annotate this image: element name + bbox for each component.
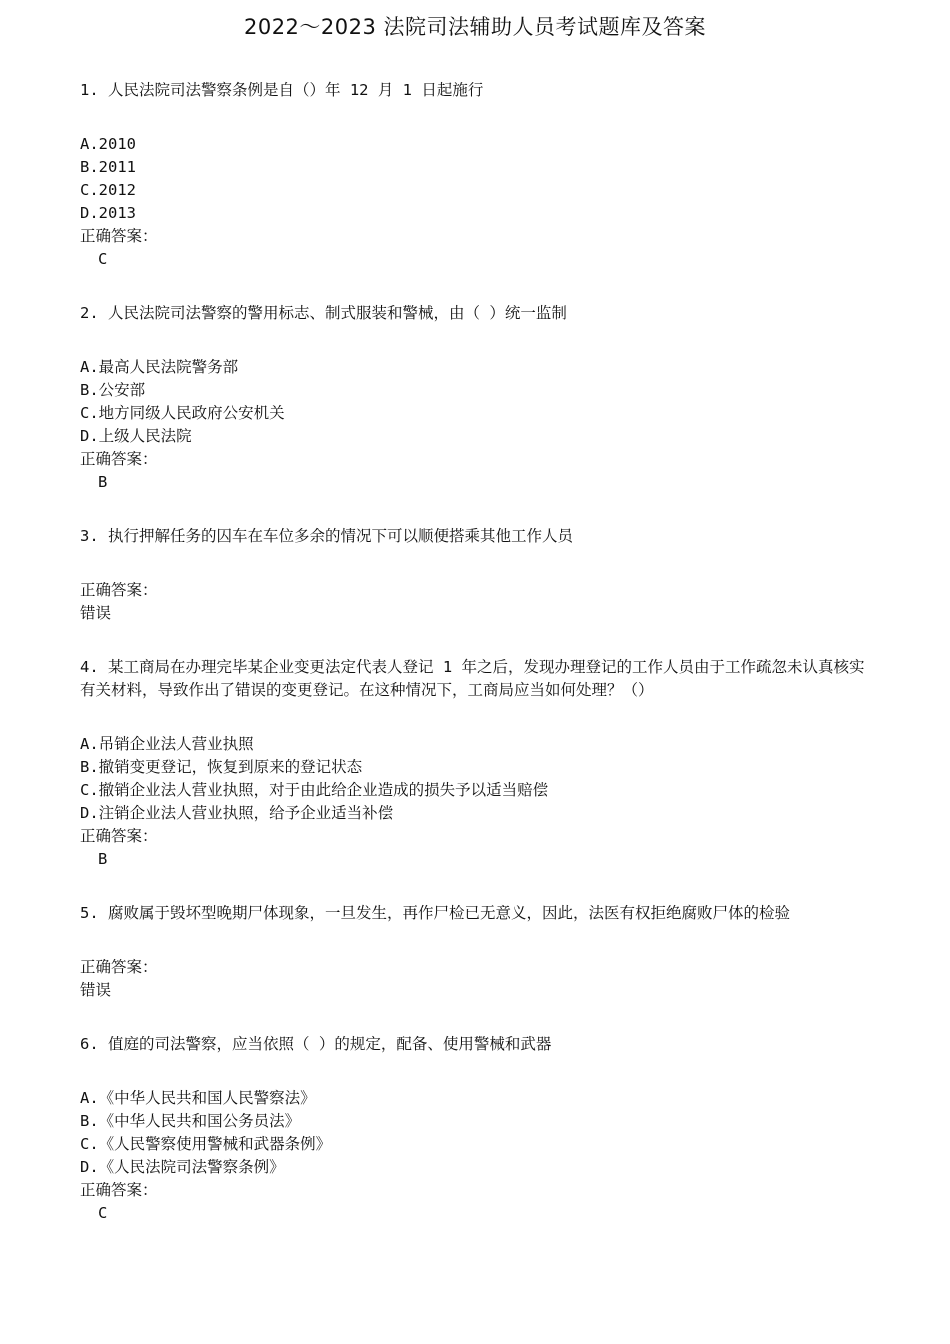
- spacer: [80, 871, 870, 902]
- question-option: C.撤销企业法人营业执照，对于由此给企业造成的损失予以适当赔偿: [80, 781, 549, 799]
- spacer: [80, 548, 870, 579]
- answer-value: 错误: [80, 981, 112, 999]
- document-title: 2022～2023 法院司法辅助人员考试题库及答案: [243, 15, 707, 39]
- question-6: [80, 1033, 870, 1225]
- question-option: C.2012: [80, 181, 136, 199]
- question-option: D.《人民法院司法警察条例》: [80, 1158, 285, 1176]
- question-option: A.最高人民法院警务部: [80, 358, 239, 376]
- spacer: [80, 925, 870, 956]
- answer-value: C: [98, 250, 108, 268]
- answer-label: 正确答案：: [80, 581, 158, 599]
- question-option: A.2010: [80, 135, 136, 153]
- question-1: [80, 79, 870, 302]
- spacer: [80, 702, 870, 733]
- question-option: B.2011: [80, 158, 136, 176]
- question-option: D.上级人民法院: [80, 427, 192, 445]
- spacer: [80, 325, 870, 356]
- question-3: [80, 525, 870, 656]
- question-4: [80, 656, 870, 902]
- answer-value: B: [98, 850, 108, 868]
- question-stem: 1. 人民法院司法警察条例是自（）年 12 月 1 日起施行: [80, 81, 484, 99]
- question-option: B.《中华人民共和国公务员法》: [80, 1112, 301, 1130]
- question-list: [80, 79, 870, 1225]
- question-2: [80, 302, 870, 525]
- question-option: B.公安部: [80, 381, 146, 399]
- answer-label: 正确答案：: [80, 450, 158, 468]
- question-stem: 3. 执行押解任务的囚车在车位多余的情况下可以顺便搭乘其他工作人员: [80, 527, 573, 545]
- answer-value: C: [98, 1204, 108, 1222]
- spacer: [80, 1056, 870, 1087]
- question-stem: 6. 值庭的司法警察，应当依照（ ）的规定，配备、使用警械和武器: [80, 1035, 552, 1053]
- question-option: B.撤销变更登记，恢复到原来的登记状态: [80, 758, 363, 776]
- question-5: [80, 902, 870, 1033]
- spacer: [80, 1002, 870, 1033]
- spacer: [80, 625, 870, 656]
- question-stem: 4. 某工商局在办理完毕某企业变更法定代表人登记 1 年之后，发现办理登记的工作人员由于工作疏忽未认真核实有关材料，导致作出了错误的变更登记。在这种情况下，工商局应当如何处理？（）: [80, 658, 865, 699]
- question-option: D.2013: [80, 204, 136, 222]
- question-stem: 2. 人民法院司法警察的警用标志、制式服装和警械，由（ ）统一监制: [80, 304, 567, 322]
- question-option: A.《中华人民共和国人民警察法》: [80, 1089, 316, 1107]
- question-option: C.地方同级人民政府公安机关: [80, 404, 285, 422]
- question-option: A.吊销企业法人营业执照: [80, 735, 254, 753]
- answer-label: 正确答案：: [80, 1181, 158, 1199]
- spacer: [80, 102, 870, 133]
- answer-label: 正确答案：: [80, 958, 158, 976]
- question-option: D.注销企业法人营业执照，给予企业适当补偿: [80, 804, 394, 822]
- spacer: [80, 271, 870, 302]
- answer-label: 正确答案：: [80, 227, 158, 245]
- question-stem: 5. 腐败属于毁坏型晚期尸体现象，一旦发生，再作尸检已无意义，因此，法医有权拒绝腐败尸体的检验: [80, 904, 790, 922]
- answer-label: 正确答案：: [80, 827, 158, 845]
- answer-value: B: [98, 473, 108, 491]
- spacer: [80, 494, 870, 525]
- answer-value: 错误: [80, 604, 112, 622]
- question-option: C.《人民警察使用警械和武器条例》: [80, 1135, 332, 1153]
